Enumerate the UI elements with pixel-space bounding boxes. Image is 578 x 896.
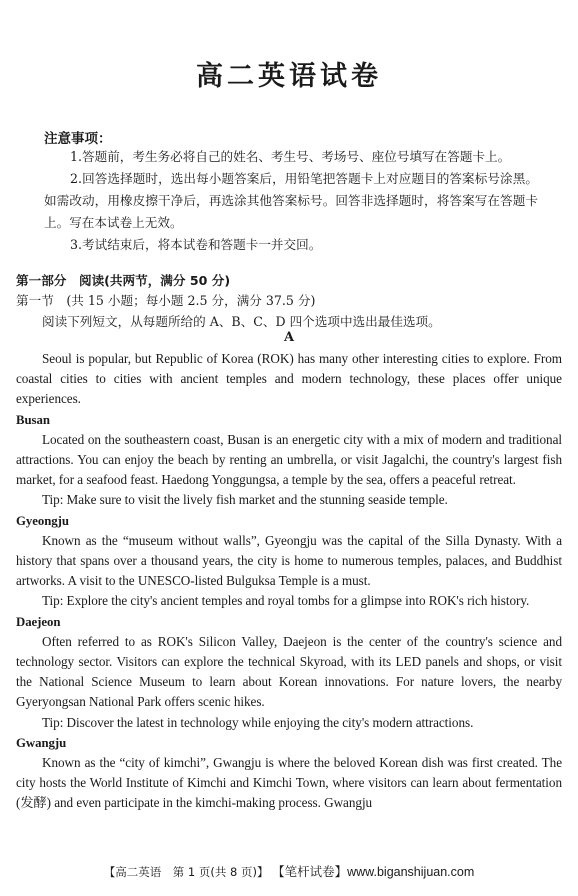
city-description-gyeongju: Known as the “museum without walls”, Gyeongju was the capital of the Silla Dynasty. With a history that spans over a thousand years, the city is home to numerous temples, palaces, and Buddhist artworks. A visit to the UNESCO-listed Bulguksa Temple is a must. [16,532,562,589]
city-description-busan: Located on the southeastern coast, Busan is an energetic city with a mix of modern and traditional attractions. You can enjoy the beach by renting an umbrella, or visit Jagalchi, the country's largest fish market, for a seafood feast. Haedong Yonggungsa, a temple by the sea, offers a peaceful retreat. [16,431,562,488]
notice-list [44,146,538,256]
page-title: 高二英语试卷 [196,61,382,92]
notice-item: 1.答题前，考生务必将自己的姓名、考生号、考场号、座位号填写在答题卡上。 [70,149,511,164]
part-heading: 第一部分 阅读(共两节，满分 50 分) [16,273,231,288]
footer-site: 【笔杆试卷】www.biganshijuan.com [272,865,475,879]
notice-item: 3.考试结束后，将本试卷和答题卡一并交回。 [70,237,322,252]
city-description-gwangju: Known as the “city of kimchi”, Gwangju is where the beloved Korean dish was first created. The city hosts the World Institute of Kimchi and Kimchi Town, where visitors can learn about fermentation (发酵) and even participate in the kimchi-making process. Gwangju [16,755,562,811]
city-tip-daejeon: Tip: Discover the latest in technology while enjoying the city's modern attractions. [42,714,474,730]
city-description-daejeon: Often referred to as ROK's Silicon Valley, Daejeon is the center of the country's science and technology sector. Visitors can explore the technical Skyroad, with its LED panels and shops, or visit the National Science Museum to learn about Korean innovations. For nature lovers, the nearby Gyeryongsan National Park offers scenic hikes. [16,633,562,710]
city-heading-daejeon: Daejeon [16,614,61,629]
city-heading-gyeongju: Gyeongju [16,513,69,528]
notice-item: 2.回答选择题时，选出每小题答案后，用铅笔把答题卡上对应题目的答案标号涂黑。如需改动，用橡皮擦干净后，再选涂其他答案标号。回答非选择题时，将答案写在答题卡上。写在本试卷上无效。 [44,171,538,230]
reading-instruction: 阅读下列短文，从每题所给的 A、B、C、D 四个选项中选出最佳选项。 [42,314,441,329]
section-heading: 第一节 (共 15 小题；每小题 2.5 分，满分 37.5 分) [16,293,316,308]
passage-body [16,349,562,814]
city-heading-busan: Busan [16,412,50,427]
passage-letter: A [283,330,295,345]
notice-heading: 注意事项： [44,131,112,147]
footer-page-info: 【高二英语 第 1 页(共 8 页)】 [103,865,269,879]
city-heading-gwangju: Gwangju [16,735,67,750]
city-tip-busan: Tip: Make sure to visit the lively fish market and the stunning seaside temple. [42,492,448,508]
city-tip-gyeongju: Tip: Explore the city's ancient temples and royal tombs for a glimpse into ROK's rich history. [42,593,530,609]
page-footer [0,862,578,880]
passage-intro: Seoul is popular, but Republic of Korea (ROK) has many other interesting cities to explore. From coastal cities to cities with ancient temples and modern technology, these places offer unique experiences. [16,351,562,407]
